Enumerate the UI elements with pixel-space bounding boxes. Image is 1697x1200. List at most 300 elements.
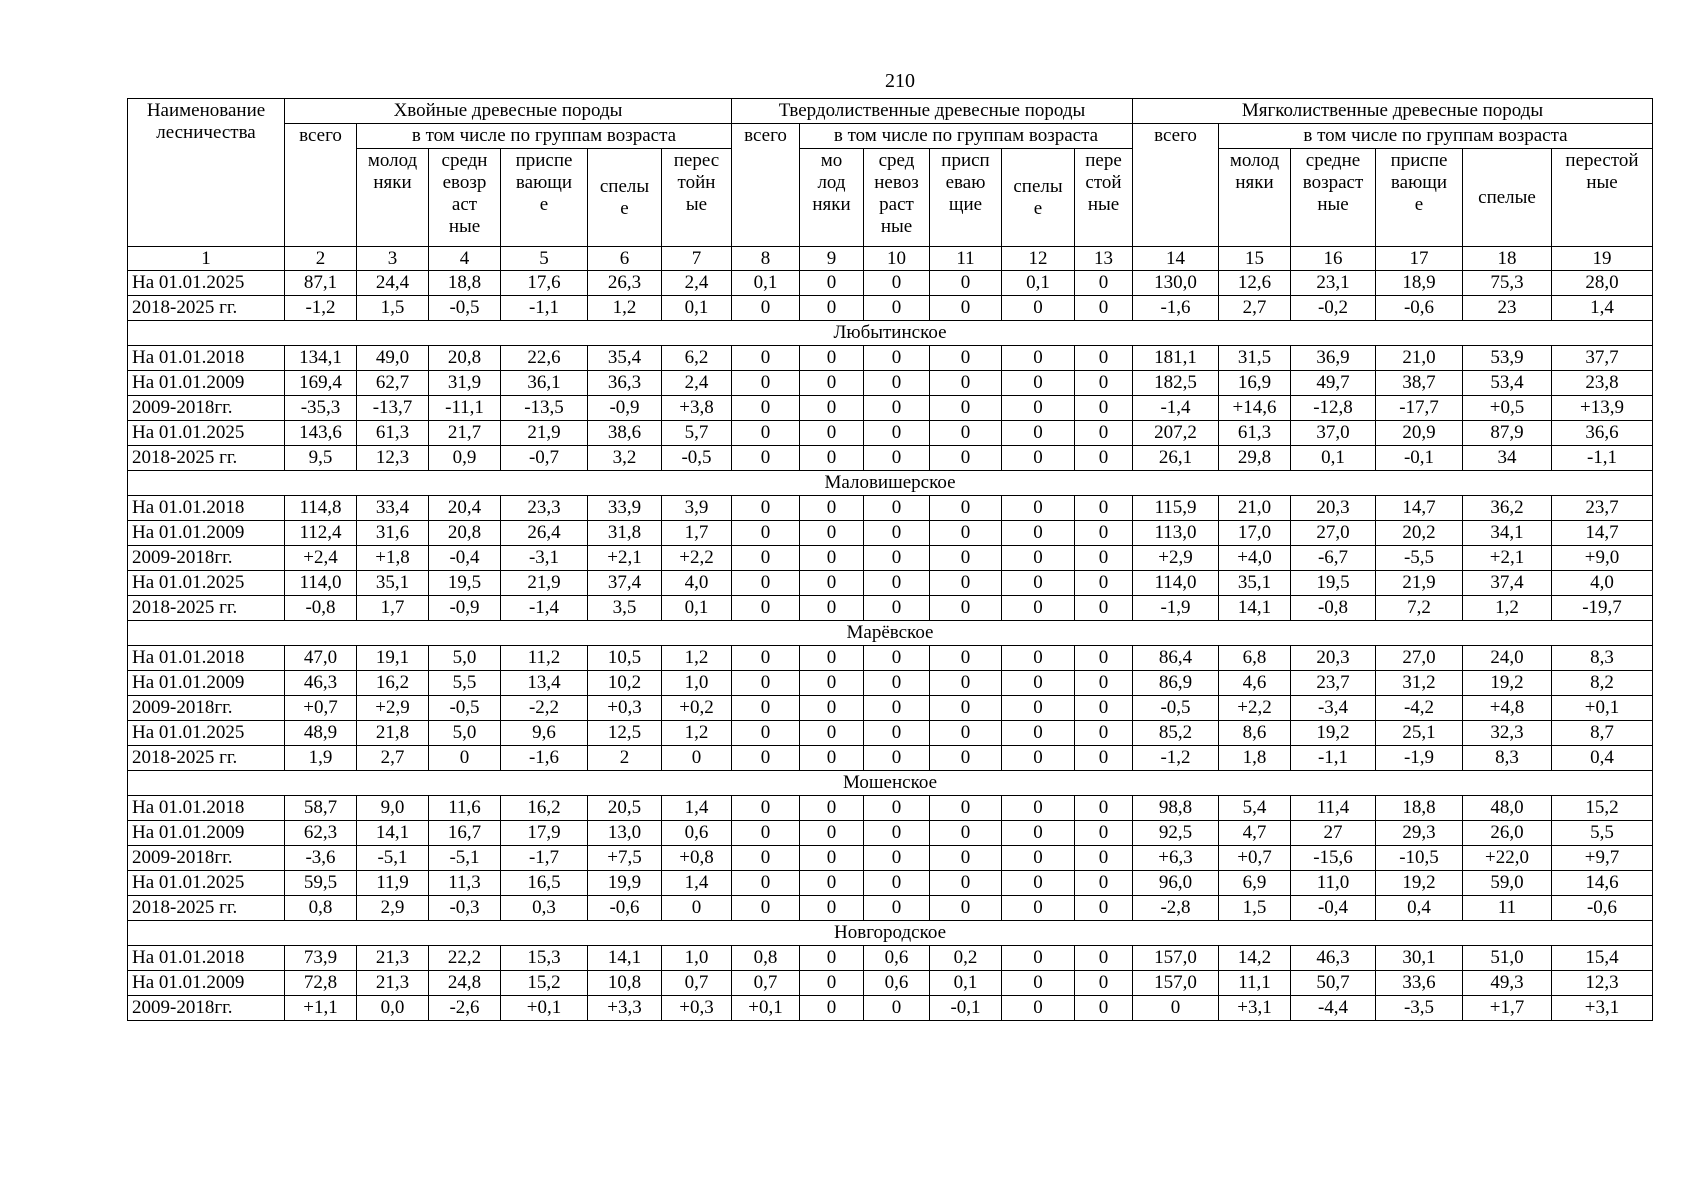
table-cell: 0 [1002,596,1075,621]
table-cell: 21,9 [501,571,588,596]
table-cell: 85,2 [1133,721,1219,746]
table-cell: 0,7 [732,971,800,996]
table-cell: 5,0 [429,646,501,671]
table-cell: 0 [800,746,864,771]
table-cell: 20,9 [1376,421,1463,446]
table-cell: -6,7 [1291,546,1376,571]
table-cell: -11,1 [429,396,501,421]
table-cell: 1,2 [1463,596,1552,621]
table-cell: 20,8 [429,346,501,371]
table-cell: 0 [930,421,1002,446]
table-cell: 23,8 [1552,371,1653,396]
table-cell: 0 [800,996,864,1021]
table-cell: 26,3 [588,271,662,296]
table-cell: 0 [930,821,1002,846]
table-cell: 17,9 [501,821,588,846]
table-cell: +2,9 [1133,546,1219,571]
table-cell: 0,6 [864,971,930,996]
table-cell: 19,2 [1463,671,1552,696]
table-cell: 134,1 [285,346,357,371]
table-cell: 0 [732,296,800,321]
table-cell: +13,9 [1552,396,1653,421]
table-cell: 21,3 [357,946,429,971]
table-cell: 14,7 [1552,521,1653,546]
table-cell: 0 [1075,546,1133,571]
table-cell: 0 [800,271,864,296]
table-row [128,971,1653,996]
table-cell: 0 [1002,646,1075,671]
table-row [128,396,1653,421]
section-title: Маловишерское [128,471,1653,496]
header-age-overmature: пере стой ные [1075,149,1133,247]
table-cell: 0,1 [732,271,800,296]
table-cell: 0 [800,346,864,371]
table-cell: 10,8 [588,971,662,996]
table-cell: -1,6 [1133,296,1219,321]
table-cell: 2,4 [662,271,732,296]
table-cell: -0,6 [588,896,662,921]
table-row [128,571,1653,596]
table-cell: 19,9 [588,871,662,896]
table-cell: 21,9 [501,421,588,446]
table-cell: +7,5 [588,846,662,871]
row-label: 2018-2025 гг. [128,596,285,621]
table-cell: 130,0 [1133,271,1219,296]
table-cell: 9,5 [285,446,357,471]
table-row [128,521,1653,546]
table-cell: 0 [1002,296,1075,321]
table-row [128,271,1653,296]
header-age-overmature: перестой ные [1552,149,1653,247]
table-cell: -0,5 [1133,696,1219,721]
table-cell: 0 [930,396,1002,421]
table-cell: 0,1 [662,296,732,321]
section-row [128,471,1653,496]
header-age-ripening: приспе вающи е [501,149,588,247]
table-cell: 0 [1075,846,1133,871]
table-cell: +0,7 [285,696,357,721]
table-cell: 11 [1463,896,1552,921]
table-cell: 20,8 [429,521,501,546]
header-age-young: молод няки [357,149,429,247]
table-cell: 53,4 [1463,371,1552,396]
table-cell: 14,7 [1376,496,1463,521]
table-cell: +4,0 [1219,546,1291,571]
table-cell: -0,8 [285,596,357,621]
table-cell: 0,2 [930,946,1002,971]
table-cell: 0 [864,996,930,1021]
row-label: На 01.01.2009 [128,671,285,696]
table-cell: -10,5 [1376,846,1463,871]
table-cell: 61,3 [1219,421,1291,446]
table-cell: -5,1 [357,846,429,871]
table-cell: +1,1 [285,996,357,1021]
table-cell: 4,7 [1219,821,1291,846]
table-cell: 12,5 [588,721,662,746]
table-cell: 0 [1002,821,1075,846]
table-cell: 0 [930,271,1002,296]
table-cell: 1,4 [1552,296,1653,321]
table-cell: 49,0 [357,346,429,371]
table-cell: 0 [1002,946,1075,971]
table-cell: 26,0 [1463,821,1552,846]
table-row [128,846,1653,871]
table-cell: 0 [732,696,800,721]
page-number: 210 [885,70,915,92]
row-label: 2009-2018гг. [128,846,285,871]
table-cell: 92,5 [1133,821,1219,846]
table-cell: 0 [864,696,930,721]
table-cell: 0 [1002,671,1075,696]
table-cell: +0,2 [662,696,732,721]
table-cell: +2,9 [357,696,429,721]
table-cell: 2,7 [357,746,429,771]
table-cell: 0 [864,596,930,621]
table-cell: 0,1 [662,596,732,621]
table-cell: 8,3 [1463,746,1552,771]
table-cell: 21,8 [357,721,429,746]
table-cell: 0 [1002,396,1075,421]
table-cell: 3,9 [662,496,732,521]
table-cell: 0 [800,446,864,471]
table-cell: -1,4 [501,596,588,621]
row-label: На 01.01.2018 [128,946,285,971]
table-cell: -0,6 [1376,296,1463,321]
table-cell: 0 [1075,871,1133,896]
table-cell: -4,2 [1376,696,1463,721]
table-cell: 13,0 [588,821,662,846]
table-cell: 0 [732,796,800,821]
table-cell: 0 [800,846,864,871]
table-cell: -19,7 [1552,596,1653,621]
table-cell: 21,9 [1376,571,1463,596]
table-cell: 0 [800,696,864,721]
table-cell: 32,3 [1463,721,1552,746]
table-cell: 0 [800,396,864,421]
table-cell: 0 [1075,696,1133,721]
row-label: 2018-2025 гг. [128,296,285,321]
table-body [128,271,1653,1021]
table-cell: 0,1 [1291,446,1376,471]
table-cell: -1,9 [1133,596,1219,621]
table-cell: 20,4 [429,496,501,521]
table-cell: 0 [800,971,864,996]
table-cell: +3,3 [588,996,662,1021]
table-cell: 2,4 [662,371,732,396]
table-cell: 0,7 [662,971,732,996]
table-cell: 0 [732,746,800,771]
table-cell: 0 [1075,646,1133,671]
table-cell: 0,1 [930,971,1002,996]
table-cell: 0 [864,821,930,846]
table-cell: 1,2 [662,646,732,671]
table-cell: 59,5 [285,871,357,896]
table-cell: -2,8 [1133,896,1219,921]
table-cell: 48,0 [1463,796,1552,821]
table-cell: +2,1 [588,546,662,571]
header-total: всего [732,124,800,247]
table-cell: 10,5 [588,646,662,671]
table-cell: 6,9 [1219,871,1291,896]
column-number: 15 [1219,247,1291,271]
table-cell: 35,1 [1219,571,1291,596]
table-cell: 27 [1291,821,1376,846]
table-cell: 0 [732,596,800,621]
table-cell: 0 [732,421,800,446]
table-cell: +0,5 [1463,396,1552,421]
table-cell: 0 [732,721,800,746]
table-cell: 0 [930,371,1002,396]
table-cell: 47,0 [285,646,357,671]
table-cell: 0,1 [1002,271,1075,296]
table-cell: 21,7 [429,421,501,446]
table-cell: 0 [930,796,1002,821]
table-cell: 0 [732,396,800,421]
table-cell: 29,8 [1219,446,1291,471]
table-cell: +3,1 [1219,996,1291,1021]
row-label: На 01.01.2025 [128,271,285,296]
table-cell: 113,0 [1133,521,1219,546]
table-cell: 0 [1075,721,1133,746]
table-cell: 1,5 [1219,896,1291,921]
row-label: 2009-2018гг. [128,996,285,1021]
table-cell: 1,2 [662,721,732,746]
table-cell: 75,3 [1463,271,1552,296]
table-cell: 17,0 [1219,521,1291,546]
table-cell: 0 [930,721,1002,746]
table-cell: 23,1 [1291,271,1376,296]
table-header [128,99,1653,271]
table-cell: +2,2 [1219,696,1291,721]
table-cell: 20,3 [1291,496,1376,521]
table-cell: 11,0 [1291,871,1376,896]
table-cell: 0 [1075,971,1133,996]
column-number: 2 [285,247,357,271]
table-cell: +14,6 [1219,396,1291,421]
table-cell: 0 [1075,896,1133,921]
table-cell: 73,9 [285,946,357,971]
table-cell: 0 [930,546,1002,571]
table-cell: -3,1 [501,546,588,571]
table-cell: 0 [1002,346,1075,371]
forest-age-table [127,98,1653,1021]
table-cell: 14,2 [1219,946,1291,971]
table-cell: 0 [800,896,864,921]
table-cell: 0 [930,846,1002,871]
table-cell: -1,9 [1376,746,1463,771]
table-cell: 0 [864,546,930,571]
table-cell: 8,2 [1552,671,1653,696]
table-cell: 0 [732,546,800,571]
table-cell: 0 [864,871,930,896]
table-cell: 143,6 [285,421,357,446]
table-cell: -0,7 [501,446,588,471]
table-cell: 207,2 [1133,421,1219,446]
table-cell: 0 [1002,871,1075,896]
table-cell: -0,3 [429,896,501,921]
table-cell: 14,6 [1552,871,1653,896]
table-cell: 53,9 [1463,346,1552,371]
table-cell: 1,4 [662,796,732,821]
table-cell: 0 [864,721,930,746]
table-cell: 3,5 [588,596,662,621]
table-cell: 0 [1002,546,1075,571]
table-cell: 0 [864,896,930,921]
table-row [128,371,1653,396]
table-cell: 0 [930,746,1002,771]
table-cell: 0 [800,871,864,896]
section-title: Любытинское [128,321,1653,346]
header-age-mature: спелые [1463,149,1552,247]
table-cell: 0 [864,646,930,671]
column-number: 13 [1075,247,1133,271]
table-cell: 19,2 [1291,721,1376,746]
row-label: На 01.01.2025 [128,571,285,596]
table-cell: 0,4 [1376,896,1463,921]
table-cell: +9,7 [1552,846,1653,871]
column-number: 9 [800,247,864,271]
column-number: 16 [1291,247,1376,271]
row-label: На 01.01.2025 [128,421,285,446]
table-cell: 0,8 [285,896,357,921]
table-cell: +0,7 [1219,846,1291,871]
section-title: Мошенское [128,771,1653,796]
table-cell: 15,4 [1552,946,1653,971]
table-cell: 11,2 [501,646,588,671]
table-cell: 0 [429,746,501,771]
table-row [128,896,1653,921]
header-age-middle: средне возраст ные [1291,149,1376,247]
table-cell: 9,6 [501,721,588,746]
table-cell: 1,9 [285,746,357,771]
table-cell: -0,8 [1291,596,1376,621]
table-cell: +0,8 [662,846,732,871]
table-cell: 0 [930,571,1002,596]
section-row [128,771,1653,796]
table-cell: 0 [930,296,1002,321]
table-cell: 15,2 [1552,796,1653,821]
table-cell: 11,6 [429,796,501,821]
table-cell: 0 [1075,671,1133,696]
column-number: 4 [429,247,501,271]
table-cell: 0 [1002,846,1075,871]
column-number: 11 [930,247,1002,271]
header-total: всего [1133,124,1219,247]
table-cell: 31,8 [588,521,662,546]
table-cell: 37,0 [1291,421,1376,446]
table-cell: 0 [800,421,864,446]
table-cell: +2,1 [1463,546,1552,571]
table-cell: 0 [1002,721,1075,746]
table-cell: 29,3 [1376,821,1463,846]
table-cell: 8,7 [1552,721,1653,746]
table-cell: 0 [1002,446,1075,471]
table-cell: 0 [1002,421,1075,446]
table-cell: 50,7 [1291,971,1376,996]
table-cell: 0 [930,896,1002,921]
table-cell: 38,6 [588,421,662,446]
table-cell: +0,3 [588,696,662,721]
table-cell: 0 [732,446,800,471]
table-cell: -1,2 [285,296,357,321]
table-cell: 18,8 [1376,796,1463,821]
table-cell: 0 [1075,596,1133,621]
header-forestry-name: Наименование лесничества [128,99,285,247]
table-row [128,596,1653,621]
header-age-young: мо лод няки [800,149,864,247]
row-label: 2009-2018гг. [128,696,285,721]
table-cell: 0 [1075,796,1133,821]
table-cell: 49,3 [1463,971,1552,996]
row-label: На 01.01.2025 [128,721,285,746]
header-age-mature: спелы е [588,149,662,247]
table-cell: 1,8 [1219,746,1291,771]
table-cell: 36,1 [501,371,588,396]
table-cell: 0 [1075,371,1133,396]
table-cell: 11,3 [429,871,501,896]
table-cell: 0 [1002,896,1075,921]
table-cell: 157,0 [1133,971,1219,996]
table-cell: 0 [1002,796,1075,821]
section-row [128,621,1653,646]
table-cell: 0 [732,346,800,371]
table-cell: 169,4 [285,371,357,396]
table-cell: 8,6 [1219,721,1291,746]
table-cell: 0 [930,496,1002,521]
table-cell: +3,1 [1552,996,1653,1021]
row-label: На 01.01.2009 [128,371,285,396]
table-cell: 0 [800,496,864,521]
table-cell: 21,0 [1376,346,1463,371]
table-cell: 0 [864,421,930,446]
table-cell: 16,5 [501,871,588,896]
table-cell: 0 [864,271,930,296]
column-number-row [128,247,1653,271]
table-cell: 0 [732,521,800,546]
table-cell: 6,8 [1219,646,1291,671]
table-row [128,446,1653,471]
table-cell: 0 [930,871,1002,896]
table-cell: 10,2 [588,671,662,696]
section-row [128,921,1653,946]
table-cell: 33,6 [1376,971,1463,996]
table-cell: 5,5 [1552,821,1653,846]
table-cell: 0,3 [501,896,588,921]
table-cell: 0 [1075,946,1133,971]
row-label: 2009-2018гг. [128,396,285,421]
table-cell: 25,1 [1376,721,1463,746]
table-cell: 86,4 [1133,646,1219,671]
table-cell: -13,7 [357,396,429,421]
table-cell: -1,1 [1552,446,1653,471]
table-cell: 114,0 [285,571,357,596]
table-cell: 0 [732,371,800,396]
table-cell: -5,5 [1376,546,1463,571]
table-cell: 14,1 [357,821,429,846]
table-cell: -1,2 [1133,746,1219,771]
table-cell: 62,3 [285,821,357,846]
row-label: На 01.01.2018 [128,646,285,671]
row-label: На 01.01.2009 [128,971,285,996]
table-cell: -2,2 [501,696,588,721]
table-cell: 36,3 [588,371,662,396]
table-cell: 37,4 [1463,571,1552,596]
table-cell: 19,2 [1376,871,1463,896]
table-cell: 87,9 [1463,421,1552,446]
table-cell: +0,1 [501,996,588,1021]
table-row [128,346,1653,371]
table-cell: 27,0 [1291,521,1376,546]
